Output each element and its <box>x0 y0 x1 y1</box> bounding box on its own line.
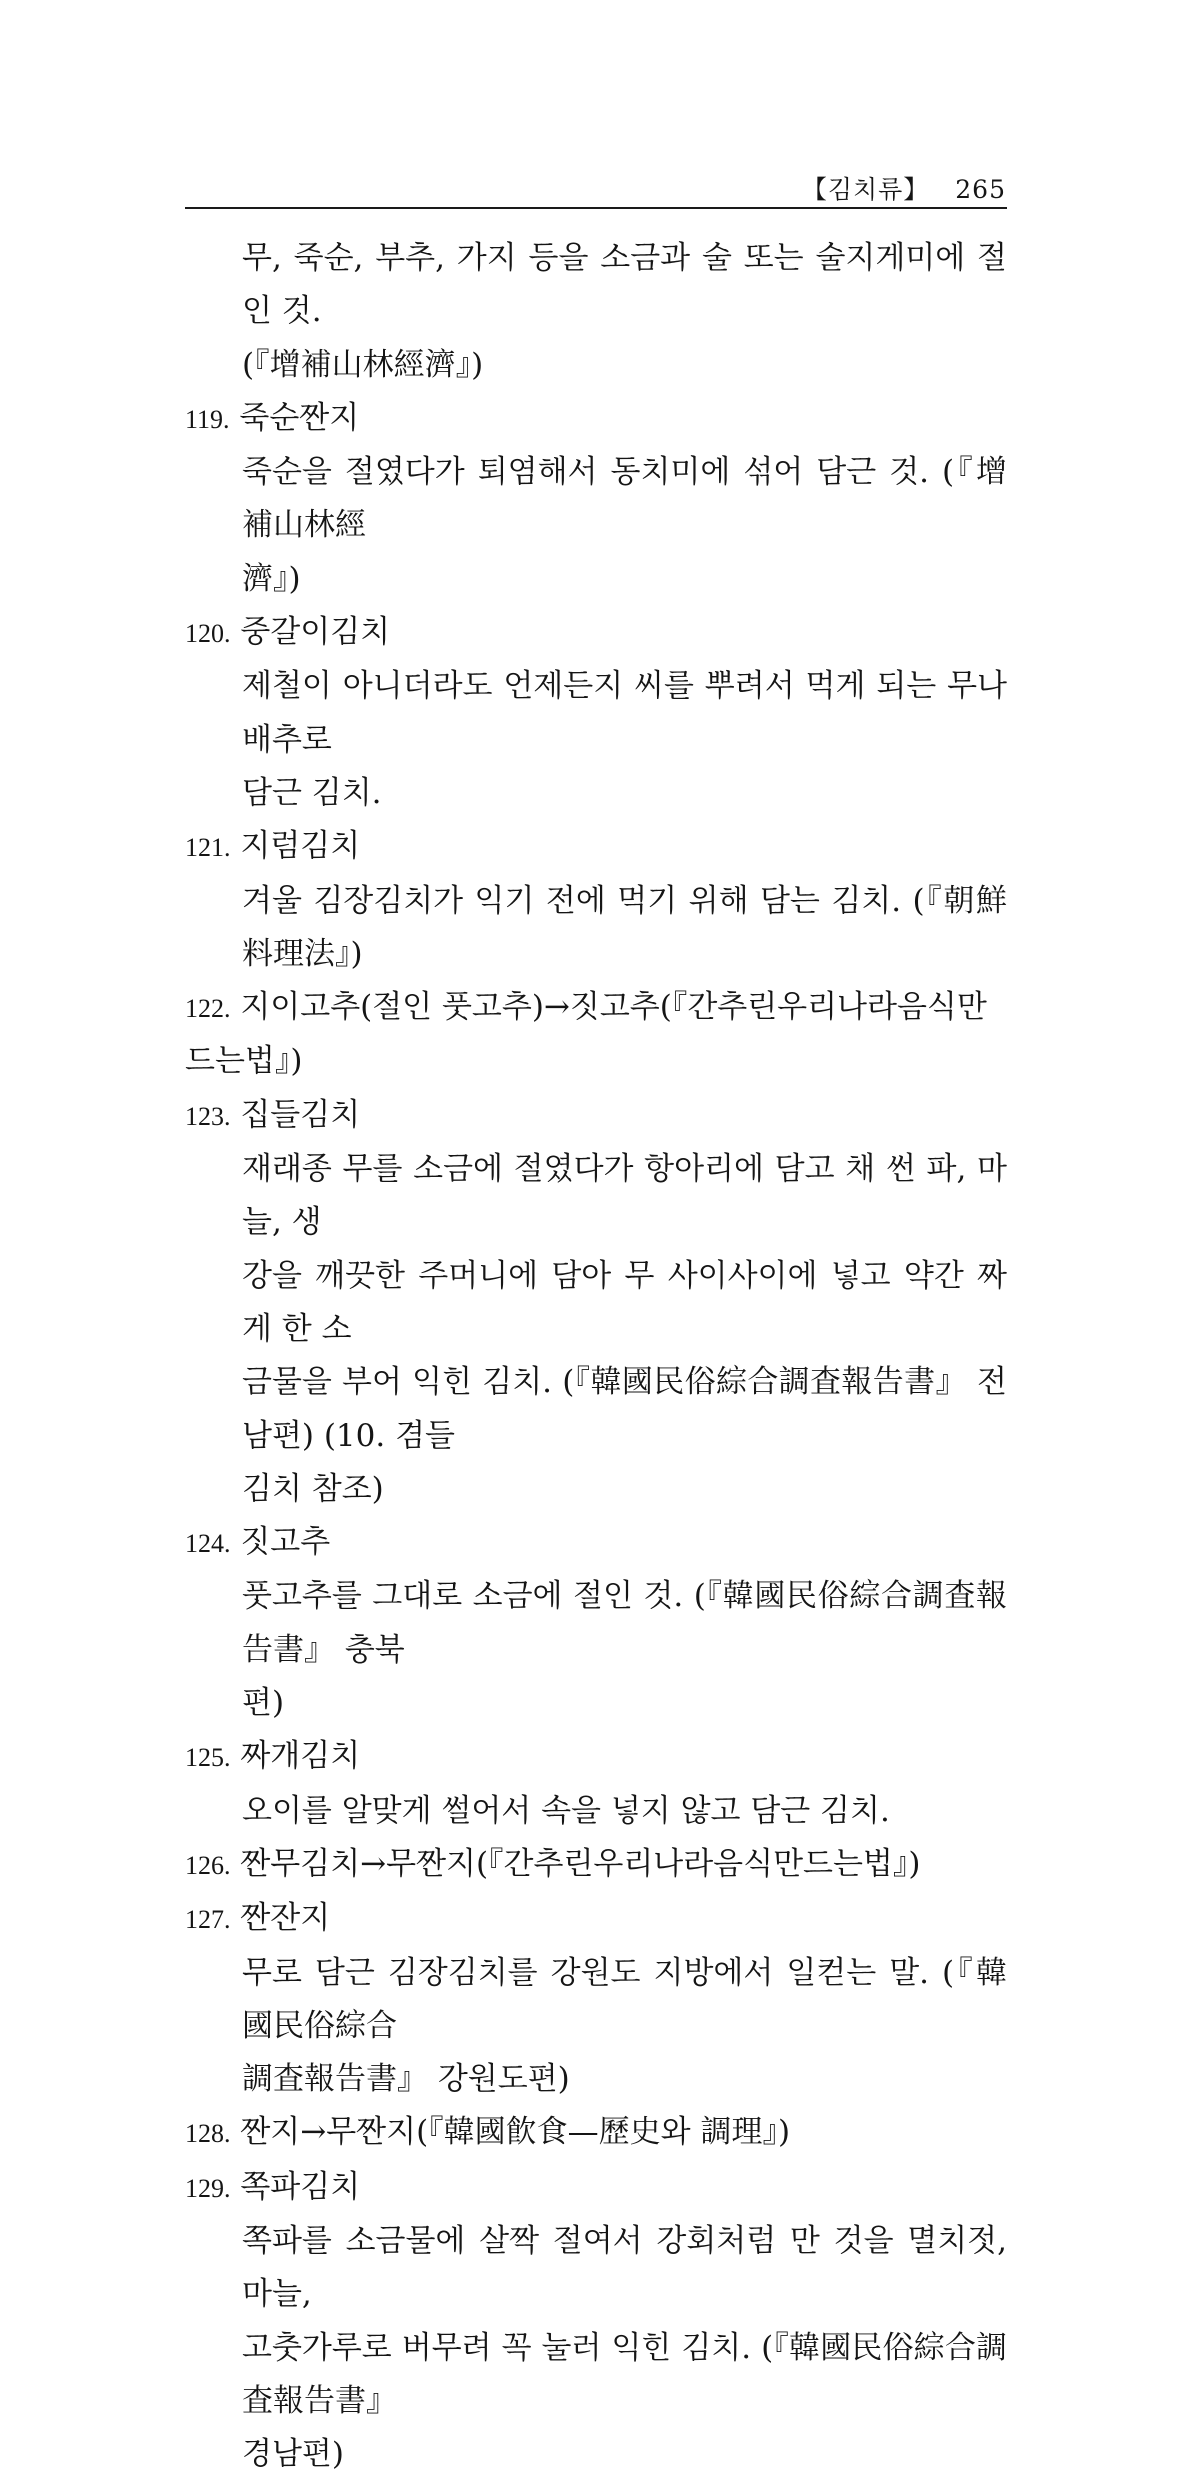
definition-line: (『增補山林經濟』) <box>242 346 484 383</box>
definition-line: 금물을 부어 익힌 김치. (『韓國民俗綜合調査報告書』 전남편) (10. 겸들 <box>242 1364 1007 1454</box>
definition-line: 경남편) <box>242 2436 344 2473</box>
entry-129-definition <box>185 2215 1007 2481</box>
header-rule <box>185 207 1007 209</box>
definition-line: 무로 담근 김장김치를 강원도 지방에서 일컫는 말. (『韓國民俗綜合 <box>242 1954 1007 2044</box>
continuation-definition <box>185 232 1007 392</box>
entry-term: 쪽파김치 <box>240 2168 361 2205</box>
entry-122 <box>185 981 1007 1089</box>
definition-line: 겨울 김장김치가 익기 전에 먹기 위해 담는 김치. (『朝鮮料理法』) <box>242 882 1007 972</box>
entry-123-definition <box>185 1143 1007 1516</box>
entry-120-definition <box>185 660 1007 820</box>
entry-term: 집들김치 <box>240 1096 361 1133</box>
entry-term: 짠무김치→무짠지(『간추린우리나라음식만드는법』) <box>240 1845 921 1882</box>
entry-number: 122. <box>185 994 231 1024</box>
definition-line: 편) <box>242 1685 285 1722</box>
entry-128 <box>185 2106 1007 2160</box>
definition-line: 풋고추를 그대로 소금에 절인 것. (『韓國民俗綜合調査報告書』 충북 <box>242 1578 1007 1668</box>
entry-term: 짠지→무짠지(『韓國飮食—歷史와 調理』) <box>240 2114 791 2151</box>
running-header <box>184 170 1006 206</box>
entry-term: 죽순짠지 <box>239 399 360 436</box>
entry-129 <box>185 2161 1007 2215</box>
definition-line: 김치 참조) <box>242 1470 384 1507</box>
definition-line: 고춧가루로 버무려 꼭 눌러 익힌 김치. (『韓國民俗綜合調査報告書』 <box>242 2329 1007 2419</box>
definition-line: 제철이 아니더라도 언제든지 씨를 뿌려서 먹게 되는 무나 배추로 <box>242 668 1007 758</box>
definition-line: 쪽파를 소금물에 살짝 절여서 강회처럼 만 것을 멸치젓, 마늘, <box>242 2222 1007 2313</box>
entry-number: 119. <box>185 404 230 434</box>
entry-number: 121. <box>185 833 231 863</box>
definition-line: 오이를 알맞게 썰어서 속을 넣지 않고 담근 김치. <box>242 1792 890 1829</box>
entry-number: 123. <box>185 1101 231 1131</box>
entry-121-definition <box>185 875 1007 982</box>
entry-127-definition <box>185 1947 1007 2107</box>
definition-line: 재래종 무를 소금에 절였다가 항아리에 담고 채 썬 파, 마늘, 생 <box>242 1151 1007 1241</box>
definition-line: 調査報告書』 강원도편) <box>242 2061 570 2098</box>
entry-123 <box>185 1089 1007 1143</box>
entry-term: 지럼김치 <box>240 828 361 865</box>
definition-line: 무, 죽순, 부추, 가지 등을 소금과 술 또는 술지게미에 절인 것. <box>242 240 1007 330</box>
entry-125-definition <box>185 1785 1007 1838</box>
entry-119-definition <box>185 446 1007 606</box>
entry-number: 129. <box>185 2173 231 2203</box>
definition-line: 강을 깨끗한 주머니에 담아 무 사이사이에 넣고 약간 짜게 한 소 <box>242 1257 1007 1347</box>
entry-term: 짠잔지 <box>240 1900 331 1937</box>
definition-line: 濟』) <box>242 560 301 597</box>
definition-line: 죽순을 절였다가 퇴염해서 동치미에 섞어 담근 것. (『增補山林經 <box>242 454 1007 544</box>
entry-125 <box>185 1730 1007 1784</box>
entry-124 <box>185 1516 1007 1570</box>
entry-term: 짜개김치 <box>240 1738 361 1775</box>
entry-number: 127. <box>185 1905 231 1935</box>
definition-line: 담근 김치. <box>242 774 382 811</box>
entry-number: 120. <box>185 619 231 649</box>
entry-term: 짓고추 <box>240 1524 331 1561</box>
entry-124-definition <box>185 1570 1007 1730</box>
entry-120 <box>185 606 1007 660</box>
entry-127 <box>185 1892 1007 1946</box>
entry-119 <box>185 392 1007 446</box>
entry-number: 125. <box>185 1743 231 1773</box>
entry-number: 124. <box>185 1529 231 1559</box>
page-number: 265 <box>955 175 1006 204</box>
section-title: 【김치류】 <box>801 175 930 204</box>
entry-number: 128. <box>185 2119 231 2149</box>
entry-126 <box>185 1838 1007 1892</box>
entry-term: 중갈이김치 <box>240 614 391 651</box>
entry-term: 지이고추(절인 풋고추)→짓고추(『간추린우리나라음식만드는법』) <box>185 989 987 1080</box>
dictionary-body <box>185 232 1007 2481</box>
entry-number: 126. <box>185 1850 231 1880</box>
entry-121 <box>185 820 1007 874</box>
